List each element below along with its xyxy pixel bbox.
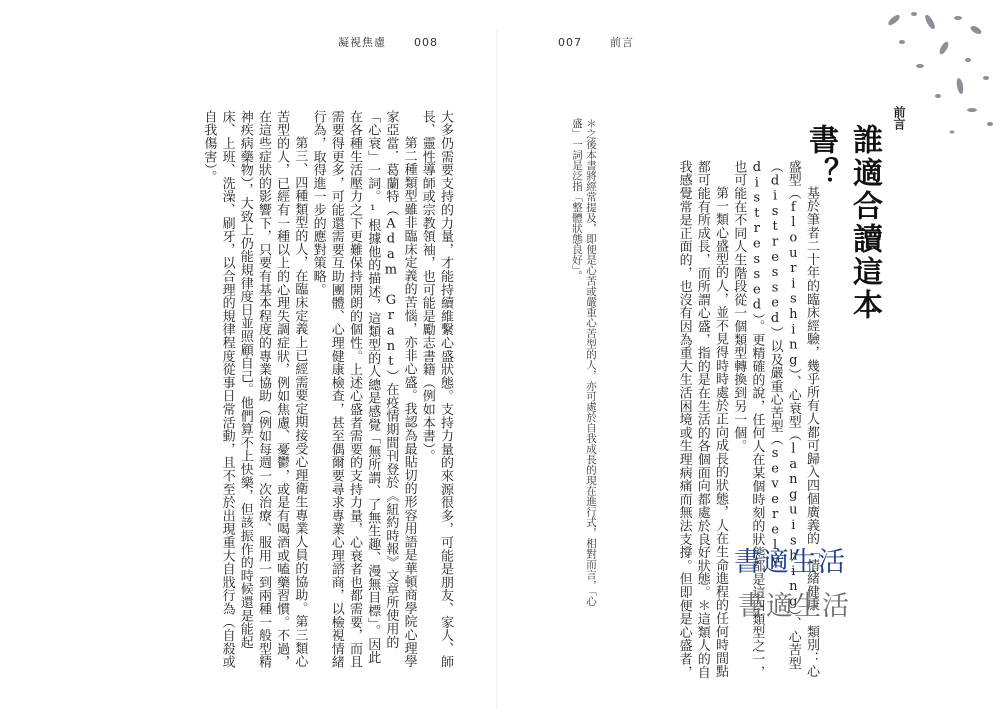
right-page-number: 007 bbox=[558, 36, 582, 49]
chapter-label: 前言 bbox=[892, 106, 906, 130]
left-page-number: 008 bbox=[414, 36, 438, 49]
footnote: ＊之後本書將經常提及，即便是心苦或嚴重心苦型的人，亦可處於自我成長的現在進行式，相對而言，「心盛」一詞是泛指「整體狀態良好」。 bbox=[571, 118, 597, 607]
paragraph: 大多仍需要支持的力量，才能持續維繫心盛狀態。支持力量的來源很多，可能是朋友、家人、師長、靈性導師或宗教領袖，也可能是勵志書籍（例如本書）。 bbox=[419, 110, 453, 669]
running-head-left bbox=[338, 34, 466, 50]
running-head-left-title: 凝視焦慮 bbox=[338, 36, 386, 49]
running-head-right bbox=[558, 34, 662, 50]
chapter-title: 誰適合讀這本書？ bbox=[803, 124, 882, 322]
paragraph: 第二種類型雖非臨床定義的苦惱，亦非心盛。我認為最貼切的形容用語是華頓商學院心理學家亞當．葛蘭特（Adam Grant）在疫情期間刊登於《紐約時報》文章所使用的「心衰」一詞。¹根據他的描述，這類型的人總是感覺「無所謂、了無生趣、漫無目標」。因此在各種生活壓力之下更難保持開朗的個性。上述心盛者需要的支持力量，心衰者也都需要，而且需要得更多，可能還需要互助團體、心理健康檢查，甚至偶爾要尋求專業心理諮商，以檢視情緒行為，取得進一步的應對策略。 bbox=[310, 110, 417, 669]
page-gutter bbox=[496, 30, 498, 710]
watermark-logo-blue: 書適生活 bbox=[734, 547, 846, 578]
left-page-body bbox=[84, 110, 454, 670]
watermark-logo-gray: 書適生活 bbox=[738, 591, 850, 622]
running-head-right-title: 前言 bbox=[610, 36, 634, 49]
paragraph: 第一類心盛型的人，並不見得時時處於正向成長的狀態，人在生命進程的任何時間點都可能有所成長，而所謂心盛，指的是在生活的各個面向都處於良好狀態。＊這類人的自我感覺常是正面的，也沒有因為重大生活困境或生理病痛而無法支撐。但即便是心盛者， bbox=[676, 160, 728, 679]
paragraph: 基於筆者二十年的臨床經驗，幾乎所有人都可歸入四個廣義的「情緒健康」類別：心盛型（flourishing）、心衰型（languishing）、心苦型（distressed）以及嚴重心苦型（severely distressed）。更精確的說，任何人在某個時刻的狀態都是這四類型之一，也可能在不同人生階段從一個類型轉換到另一個。 bbox=[731, 160, 819, 679]
paragraph: 第三、四種類型的人，在臨床定義上已經需要定期接受心理衛生專業人員的協助。第三類心苦型的人，已經有一種以上的心理失調症狀，例如焦慮、憂鬱，或是有喝酒或嗑藥習慣。不過，在這些症狀的影響下，只要有基本程度的專業協助（例如每週一次治療、服用一到兩種一般型精神疾病藥物），大致上仍能規律度日並照顧自己。他們算不上快樂，但該振作的時候還是能起床、上班、洗澡、刷牙，以合理的規律程度從事日常活動，且不至於出現重大自戕行為（自殺或自我傷害）。 bbox=[201, 110, 308, 669]
